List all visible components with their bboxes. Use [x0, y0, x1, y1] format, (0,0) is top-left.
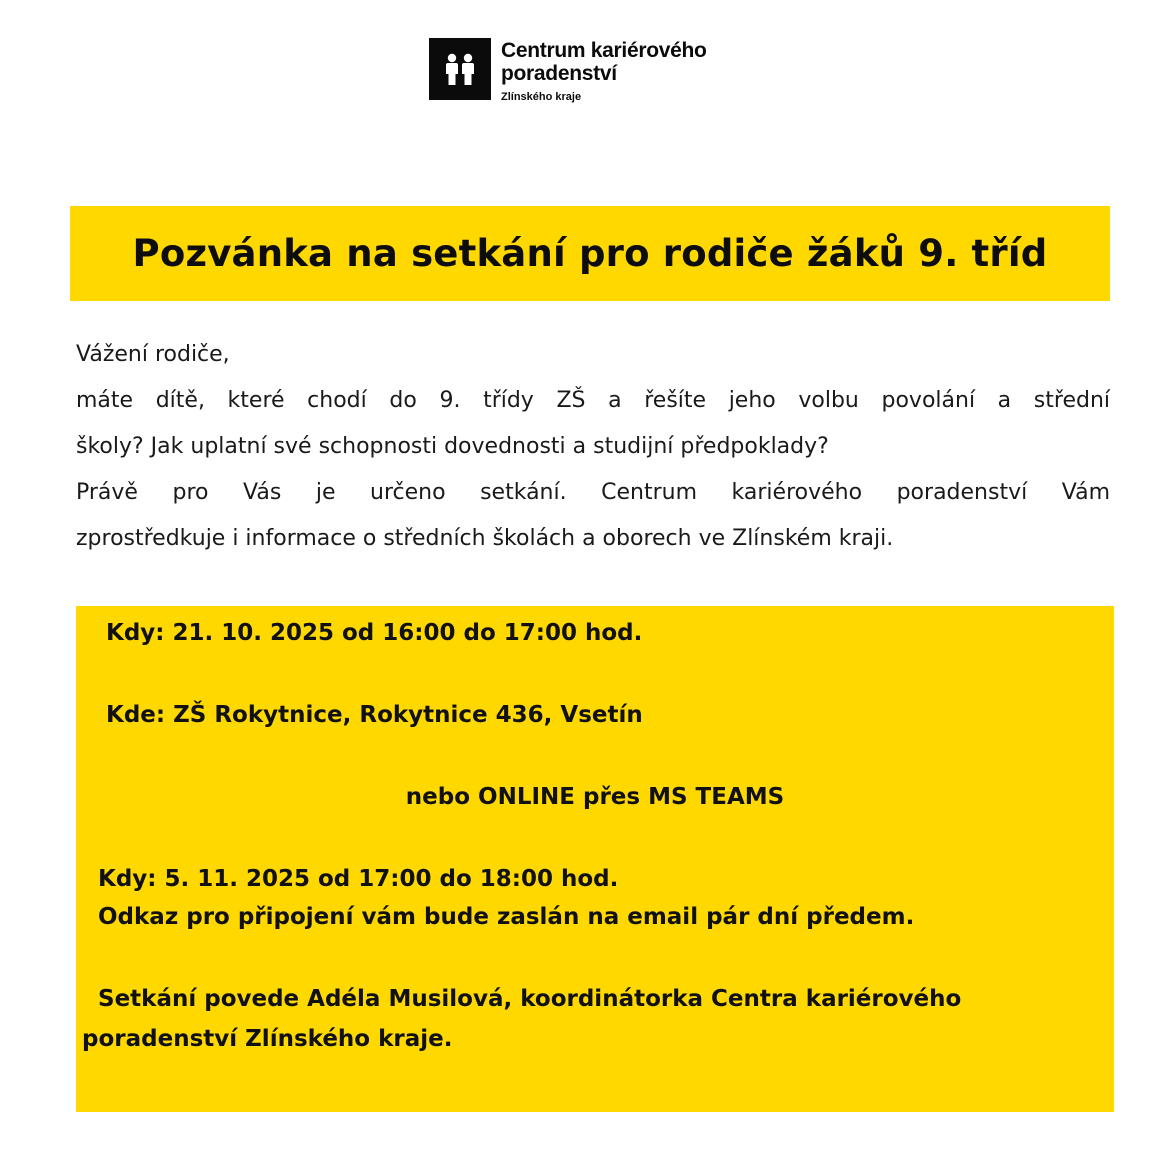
intro-line-4: Právě pro Vás je určeno setkání. Centrum kariérového poradenství Vám — [76, 480, 1110, 505]
event-info-box — [76, 606, 1114, 1112]
presenter-line-2: poradenství Zlínského kraje. — [82, 1026, 453, 1052]
online-option: nebo ONLINE přes MS TEAMS — [405, 784, 785, 810]
in-person-location: Kde: ZŠ Rokytnice, Rokytnice 436, Vsetín — [106, 702, 643, 728]
intro-paragraph — [76, 332, 1110, 562]
logo-line-3: Zlínského kraje — [501, 91, 582, 103]
intro-line-5: zprostředkuje i informace o středních školách a oborech ve Zlínském kraji. — [76, 526, 894, 551]
logo-line-1: Centrum kariérového — [501, 39, 707, 62]
online-date: Kdy: 5. 11. 2025 od 17:00 do 18:00 hod. — [98, 866, 619, 892]
greeting: Vážení rodiče, — [76, 342, 230, 367]
logo-line-2: poradenství — [501, 62, 617, 85]
organization-logo — [429, 38, 707, 104]
intro-line-3: školy? Jak uplatní své schopnosti dovednosti a studijní předpoklady? — [76, 434, 829, 459]
intro-line-2: máte dítě, které chodí do 9. třídy ZŠ a řešíte jeho volbu povolání a střední — [76, 388, 1110, 413]
link-note: Odkaz pro připojení vám bude zaslán na email pár dní předem. — [98, 904, 915, 930]
title-banner — [70, 206, 1110, 301]
page-title: Pozvánka na setkání pro rodiče žáků 9. tříd — [132, 232, 1048, 275]
logo-wordmark — [501, 38, 707, 103]
in-person-date: Kdy: 21. 10. 2025 od 16:00 do 17:00 hod. — [106, 620, 643, 646]
logo-mark — [429, 38, 491, 100]
presenter-line-1: Setkání povede Adéla Musilová, koordinátorka Centra kariérového — [98, 986, 962, 1012]
two-people-icon — [442, 52, 478, 86]
